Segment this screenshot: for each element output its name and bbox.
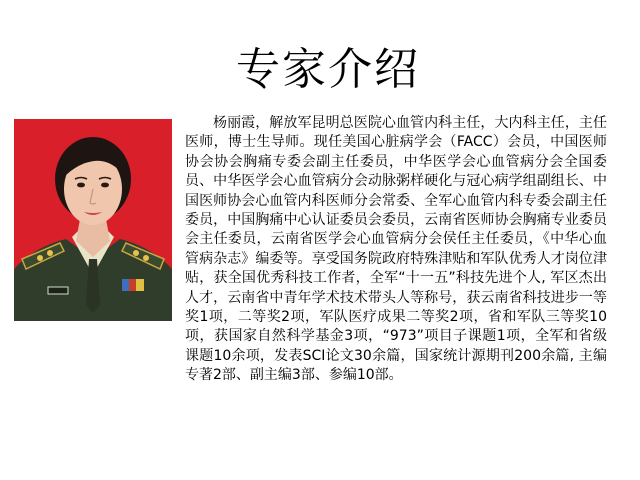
portrait-photo bbox=[14, 119, 172, 321]
portrait-photo-drawing bbox=[14, 119, 172, 321]
expert-bio: 杨丽霞，解放军昆明总医院心血管内科主任，大内科主任，主任医师，博士生导师。现任美国心脏病学会（FACC）会员，中国医师协会协会胸痛专委会副主任委员，中华医学会心血管病分会全国委员、中华医学会心血管病分会动脉粥样硬化与冠心病学组副组长、中国医师协会心血管内科医师分会常委、全军心血管内科专委会副主任委员，中国胸痛中心认证委员会委员，云南省医师协会胸痛专业委员会主任委员，云南省医学会心血管病分会侯任主任委员，《中华心血管病杂志》编委等。享受国务院政府特殊津贴和军队优秀人才岗位津贴，获全国优秀科技工作者，全军“十一五”科技先进个人, 军区杰出人才，云南省中青年学术技术带头人等称号，获云南省科技进步一等奖1项，二等奖2项，军队医疗成果二等奖2项，省和军队三等奖10项，获国家自然科学基金3项，“973”项目子课题1项，全军和省级课题10余项，发表SCI论文30余篇，国家统计源期刊200余篇, 主编专著2部、副主编3部、参编10部。 bbox=[185, 115, 607, 384]
page-title: 专家介绍 bbox=[236, 44, 420, 95]
